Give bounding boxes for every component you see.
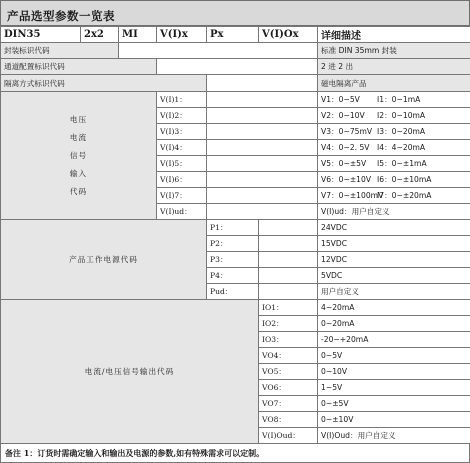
output-code: V(I)Oud： [259, 428, 318, 444]
output-desc: 0~±10V [318, 412, 470, 428]
output-code: IO3： [259, 332, 318, 348]
power-code: P2： [207, 236, 259, 252]
output-code: VO6： [259, 380, 318, 396]
output-desc: 0~10V [318, 364, 470, 380]
output-row [1, 300, 470, 316]
output-code: VO4： [259, 348, 318, 364]
info-row [1, 75, 470, 92]
header-viox: V(I)Ox [259, 27, 318, 43]
header-mi: MI [119, 27, 157, 43]
info-desc: 2 进 2 出 [318, 59, 470, 75]
input-group-label-line: 电流 [69, 132, 88, 142]
input-desc [318, 156, 470, 172]
info-label: 封装标识代码 [1, 43, 119, 59]
voltage-range: V5：0~±5V [321, 159, 367, 168]
input-desc [318, 140, 470, 156]
current-range: I2：0~10mA [377, 111, 426, 120]
voltage-range: V2：0~10V [321, 111, 365, 120]
voltage-range: V7：0~±100mV [321, 191, 384, 200]
input-desc [318, 124, 470, 140]
input-group-label [1, 92, 157, 220]
output-desc: 0~±5V [318, 396, 470, 412]
input-code: V(I)4： [157, 140, 207, 156]
input-code: V(I)6： [157, 172, 207, 188]
output-group-label: 电流/电压信号输出代码 [1, 300, 259, 444]
input-code: V(I)7： [157, 188, 207, 204]
current-range: I7：0~±20mA [377, 191, 432, 200]
input-desc [318, 188, 470, 204]
power-code: P1： [207, 220, 259, 236]
input-code: V(I)5： [157, 156, 207, 172]
output-code: VO5： [259, 364, 318, 380]
output-code: VO7： [259, 396, 318, 412]
voltage-range: V3：0~75mV [321, 127, 373, 136]
power-code: Pud： [207, 284, 259, 300]
output-desc: -20~+20mA [318, 332, 470, 348]
output-desc: 0~20mA [318, 316, 470, 332]
table-title: 产品选型参数一览表 [0, 0, 470, 26]
voltage-range: V4：0~2. 5V [321, 143, 370, 152]
output-desc: 0~5V [318, 348, 470, 364]
header-description: 详细描述 [318, 27, 470, 43]
input-desc [318, 204, 470, 220]
output-desc: V(I)Oud：用户自定义 [318, 428, 470, 444]
output-code: IO2： [259, 316, 318, 332]
power-desc: 12VDC [318, 252, 470, 268]
output-desc: 1~5V [318, 380, 470, 396]
voltage-range: V1：0~5V [321, 95, 360, 104]
info-label: 隔离方式标识代码 [1, 75, 207, 92]
header-2x2: 2x2 [81, 27, 119, 43]
current-range: I5：0~±1mA [377, 159, 427, 168]
input-group-label-line: 输入 [69, 168, 88, 178]
info-label: 通道配置标识代码 [1, 59, 157, 75]
output-desc: 4~20mA [318, 300, 470, 316]
info-desc: 磁电隔离产品 [318, 75, 470, 92]
power-desc: 15VDC [318, 236, 470, 252]
input-group-label-line: 代码 [69, 186, 88, 196]
voltage-range: V6：0~±10V [321, 175, 372, 184]
header-px: Px [207, 27, 259, 43]
output-code: VO8： [259, 412, 318, 428]
info-desc: 标准 DIN 35mm 封装 [318, 43, 470, 59]
current-range: I6：0~±10mA [377, 175, 432, 184]
footnote: 备注 1：订货时需确定输入和输出及电源的参数,如有特殊需求可以定制。 [0, 444, 470, 463]
header-vix: V(I)x [157, 27, 207, 43]
input-group-label-line: 信号 [69, 150, 88, 160]
output-code: IO1： [259, 300, 318, 316]
input-code: V(I)2： [157, 108, 207, 124]
input-group-label-line: 电压 [69, 114, 88, 124]
power-desc: 5VDC [318, 268, 470, 284]
power-desc: 24VDC [318, 220, 470, 236]
input-code: V(I)3： [157, 124, 207, 140]
power-code: P4： [207, 268, 259, 284]
power-group-label: 产品工作电源代码 [1, 220, 207, 300]
info-row [1, 59, 470, 75]
current-range: I3：0~20mA [377, 127, 426, 136]
input-row [1, 92, 470, 108]
power-desc: 用户自定义 [318, 284, 470, 300]
current-range: I1：0~1mA [377, 95, 421, 104]
input-desc [318, 108, 470, 124]
input-code: V(I)1： [157, 92, 207, 108]
header-row [1, 27, 470, 43]
input-desc [318, 172, 470, 188]
power-row [1, 220, 470, 236]
input-code: V(I)ud： [157, 204, 207, 220]
parameter-table [0, 26, 470, 444]
current-range: I4：4~20mA [377, 143, 426, 152]
info-row [1, 43, 470, 59]
header-din35: DIN35 [1, 27, 81, 43]
power-code: P3： [207, 252, 259, 268]
input-desc [318, 92, 470, 108]
voltage-range: V(I)ud：用户自定义 [321, 207, 390, 216]
